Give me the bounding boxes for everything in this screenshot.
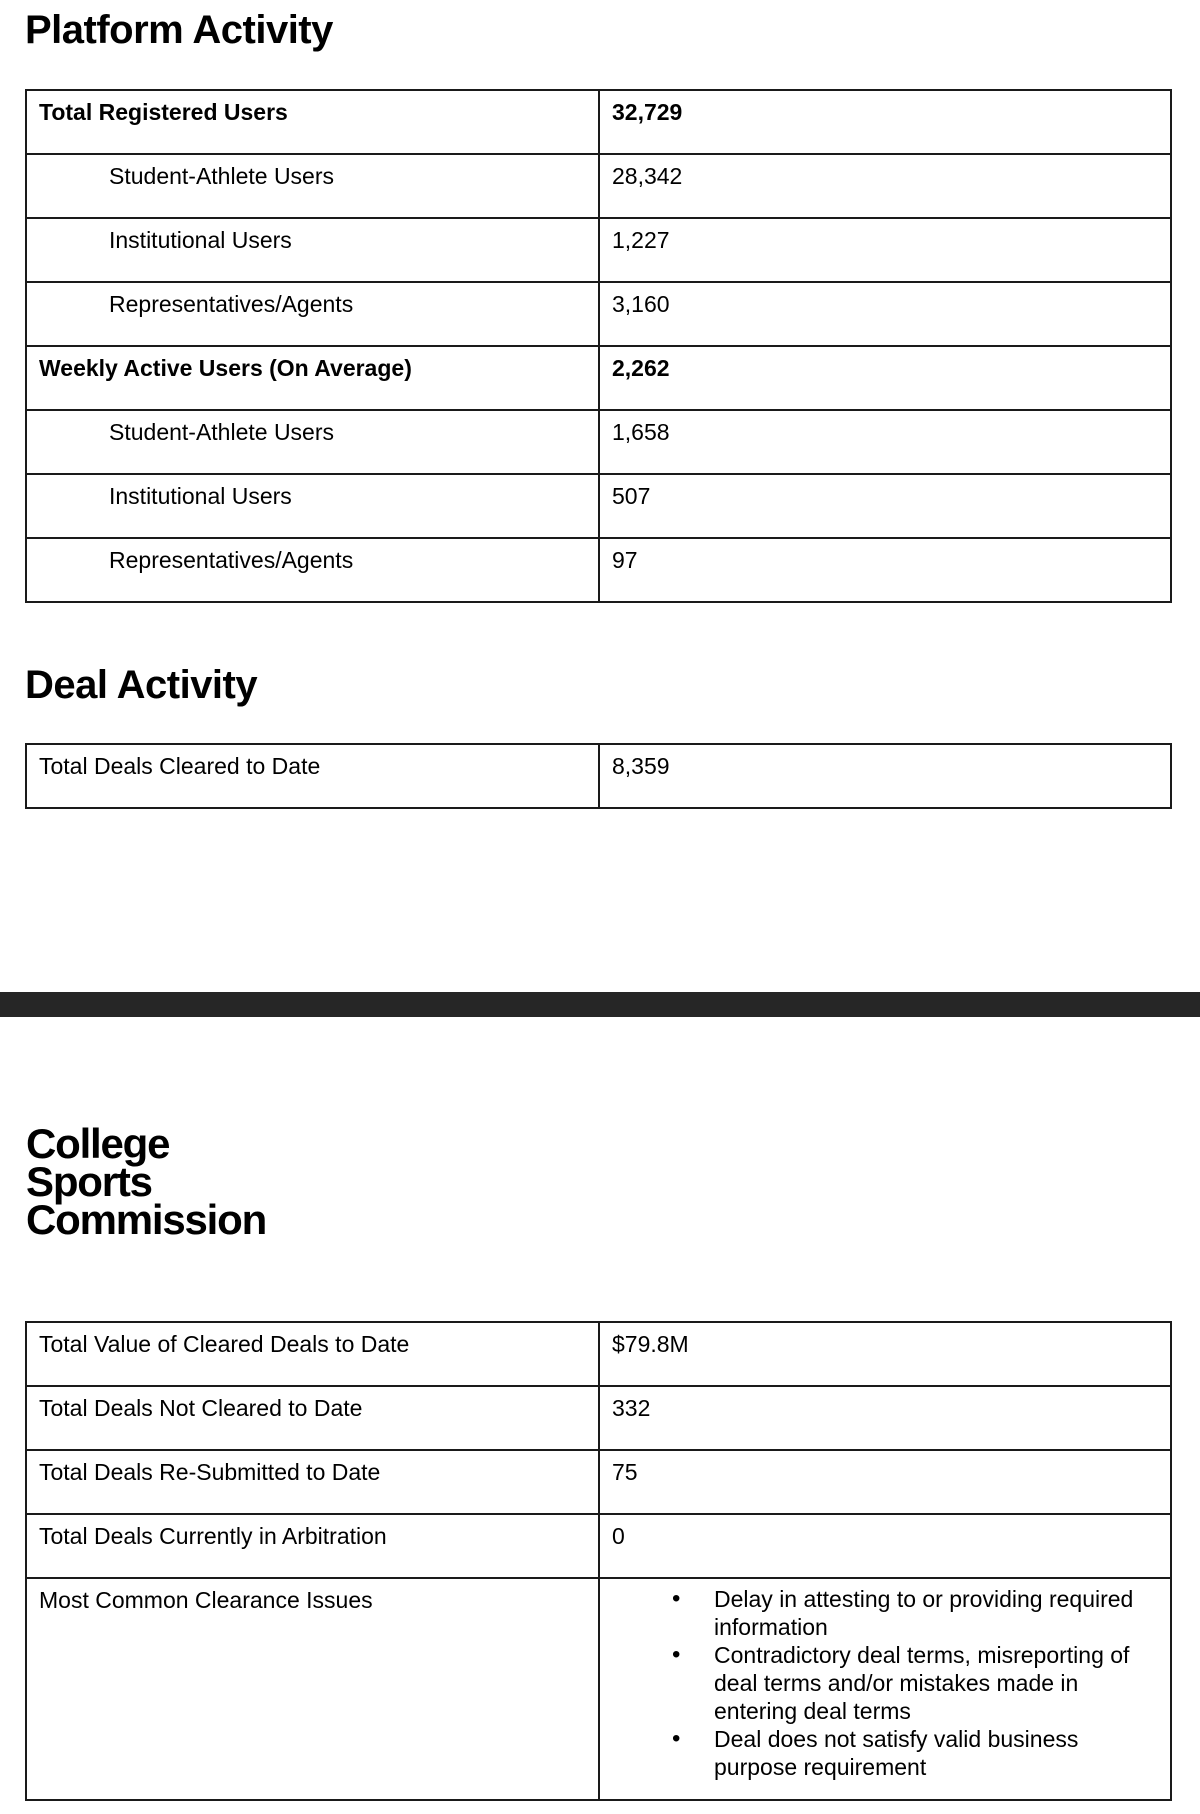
table-row (26, 218, 1171, 282)
deal-activity-table (25, 743, 1172, 809)
row-label: Representatives/Agents (26, 538, 599, 602)
row-label: Most Common Clearance Issues (26, 1578, 599, 1800)
row-label: Total Deals Not Cleared to Date (26, 1386, 599, 1450)
deal-activity-continued-table (25, 1321, 1172, 1801)
platform-activity-table (25, 89, 1172, 603)
deal-activity-title: Deal Activity (25, 663, 258, 707)
row-label: Student-Athlete Users (26, 410, 599, 474)
row-value: 1,658 (599, 410, 1171, 474)
row-value: 1,227 (599, 218, 1171, 282)
clearance-issues-cell (599, 1578, 1171, 1800)
row-value: 75 (599, 1450, 1171, 1514)
row-label: Total Deals Re-Submitted to Date (26, 1450, 599, 1514)
platform-activity-title: Platform Activity (25, 8, 333, 52)
page-divider-band (0, 992, 1200, 1017)
table-row (26, 1514, 1171, 1578)
list-item: • Deal does not satisfy valid business purpose requirement (714, 1725, 1158, 1781)
table-row (26, 744, 1171, 808)
row-label: Student-Athlete Users (26, 154, 599, 218)
table-row (26, 90, 1171, 154)
college-sports-commission-logo (26, 1120, 267, 1243)
logo-line: College (26, 1120, 170, 1167)
row-label: Institutional Users (26, 474, 599, 538)
row-value: 507 (599, 474, 1171, 538)
row-label: Weekly Active Users (On Average) (26, 346, 599, 410)
table-row (26, 1578, 1171, 1800)
table-row (26, 1322, 1171, 1386)
row-label: Institutional Users (26, 218, 599, 282)
row-value: 332 (599, 1386, 1171, 1450)
clearance-issues-list (612, 1585, 1158, 1781)
row-value: $79.8M (599, 1322, 1171, 1386)
row-value: 2,262 (599, 346, 1171, 410)
row-label: Representatives/Agents (26, 282, 599, 346)
table-row (26, 282, 1171, 346)
row-value: 97 (599, 538, 1171, 602)
table-row (26, 410, 1171, 474)
row-value: 32,729 (599, 90, 1171, 154)
table-row (26, 1386, 1171, 1450)
row-value: 0 (599, 1514, 1171, 1578)
table-row (26, 538, 1171, 602)
table-row (26, 346, 1171, 410)
row-label: Total Deals Cleared to Date (26, 744, 599, 808)
row-value: 28,342 (599, 154, 1171, 218)
table-row (26, 474, 1171, 538)
row-value: 3,160 (599, 282, 1171, 346)
logo-line: Commission (26, 1196, 267, 1243)
list-item: • Contradictory deal terms, misreporting of deal terms and/or mistakes made in entering deal terms (714, 1641, 1158, 1725)
table-row (26, 154, 1171, 218)
row-label: Total Deals Currently in Arbitration (26, 1514, 599, 1578)
row-value: 8,359 (599, 744, 1171, 808)
table-row (26, 1450, 1171, 1514)
logo-line: Sports (26, 1158, 152, 1205)
row-label: Total Registered Users (26, 90, 599, 154)
list-item: • Delay in attesting to or providing required information (714, 1585, 1158, 1641)
row-label: Total Value of Cleared Deals to Date (26, 1322, 599, 1386)
